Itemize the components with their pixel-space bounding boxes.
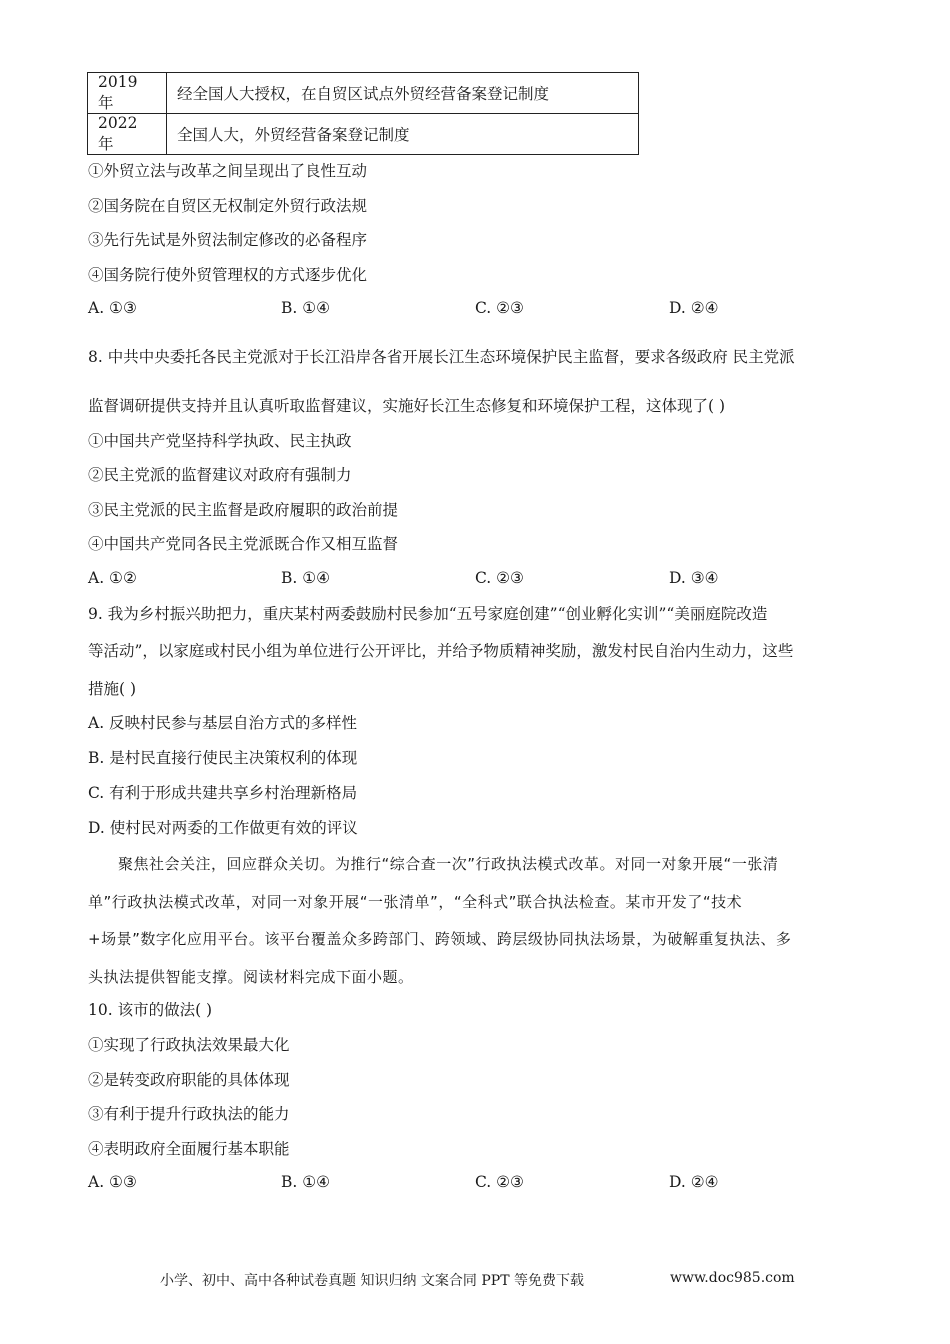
q9-option-c[interactable]: C. 有利于形成共建共享乡村治理新格局: [88, 784, 358, 802]
q8-option-a[interactable]: A. ①②: [88, 569, 137, 587]
q8-option-c[interactable]: C. ②③: [475, 569, 524, 587]
q7-statement: ③先行先试是外贸法制定修改的必备程序: [88, 231, 368, 249]
material-paragraph: 单”行政执法模式改革，对同一对象开展“一张清单”，“全科式”联合执法检查。某市开发了“技术: [88, 893, 743, 911]
q10-stem: 10. 该市的做法( ): [88, 1001, 213, 1019]
material-paragraph: 聚焦社会关注，回应群众关切。为推行“综合查一次”行政执法模式改革。对同一对象开展“一张清: [118, 855, 779, 873]
footer-link[interactable]: www.doc985.com: [670, 1270, 795, 1286]
q10-option-a[interactable]: A. ①③: [88, 1173, 137, 1191]
q8-statement: ③民主党派的民主监督是政府履职的政治前提: [88, 501, 399, 519]
table-text-cell: 经全国人大授权，在自贸区试点外贸经营备案登记制度: [167, 73, 639, 114]
table-row: [88, 114, 639, 155]
q8-option-b[interactable]: B. ①④: [281, 569, 331, 587]
q7-option-d[interactable]: D. ②④: [669, 299, 719, 317]
q9-option-d[interactable]: D. 使村民对两委的工作做更有效的评议: [88, 819, 358, 837]
q10-statement: ①实现了行政执法效果最大化: [88, 1036, 290, 1054]
table-row: [88, 73, 639, 114]
q10-statement: ②是转变政府职能的具体体现: [88, 1071, 290, 1089]
q8-statement: ②民主党派的监督建议对政府有强制力: [88, 466, 352, 484]
q9-option-a[interactable]: A. 反映村民参与基层自治方式的多样性: [88, 714, 358, 732]
table-year-cell: 2022 年: [88, 114, 167, 155]
footer-text: 小学、初中、高中各种试卷真题 知识归纳 文案合同 PPT 等免费下载: [160, 1273, 584, 1289]
q8-statement: ①中国共产党坚持科学执政、民主执政: [88, 432, 352, 450]
q8-stem: 8. 中共中央委托各民主党派对于长江沿岸各省开展长江生态环境保护民主监督，要求各级政府 民主党派: [88, 348, 795, 366]
q9-stem: 措施( ): [88, 680, 137, 698]
q9-stem: 等活动”，以家庭或村民小组为单位进行公开评比，并给予物质精神奖励，激发村民自治内生动力，这些: [88, 642, 794, 660]
table-text-cell: 全国人大，外贸经营备案登记制度: [167, 114, 639, 155]
material-paragraph: 头执法提供智能支撑。阅读材料完成下面小题。: [88, 968, 414, 986]
q7-option-b[interactable]: B. ①④: [281, 299, 331, 317]
q10-option-c[interactable]: C. ②③: [475, 1173, 524, 1191]
q7-statement: ②国务院在自贸区无权制定外贸行政法规: [88, 197, 368, 215]
q7-statement: ④国务院行使外贸管理权的方式逐步优化: [88, 266, 368, 284]
q8-option-d[interactable]: D. ③④: [669, 569, 719, 587]
table-year-cell: 2019 年: [88, 73, 167, 114]
q7-option-c[interactable]: C. ②③: [475, 299, 524, 317]
q7-option-a[interactable]: A. ①③: [88, 299, 137, 317]
policy-timeline-table: [87, 72, 639, 155]
q10-statement: ③有利于提升行政执法的能力: [88, 1105, 290, 1123]
q8-statement: ④中国共产党同各民主党派既合作又相互监督: [88, 535, 399, 553]
q10-option-b[interactable]: B. ①④: [281, 1173, 331, 1191]
q9-option-b[interactable]: B. 是村民直接行使民主决策权利的体现: [88, 749, 358, 767]
q8-stem: 监督调研提供支持并且认真听取监督建议，实施好长江生态修复和环境保护工程，这体现了( ): [88, 397, 726, 415]
q10-statement: ④表明政府全面履行基本职能: [88, 1140, 290, 1158]
q10-option-d[interactable]: D. ②④: [669, 1173, 719, 1191]
q7-statement: ①外贸立法与改革之间呈现出了良性互动: [88, 162, 368, 180]
q9-stem: 9. 我为乡村振兴助把力，重庆某村两委鼓励村民参加“五号家庭创建”“创业孵化实训”“美丽庭院改造: [88, 605, 768, 623]
material-paragraph: +场景”数字化应用平台。该平台覆盖众多跨部门、跨领域、跨层级协同执法场景，为破解重复执法、多: [88, 930, 792, 948]
